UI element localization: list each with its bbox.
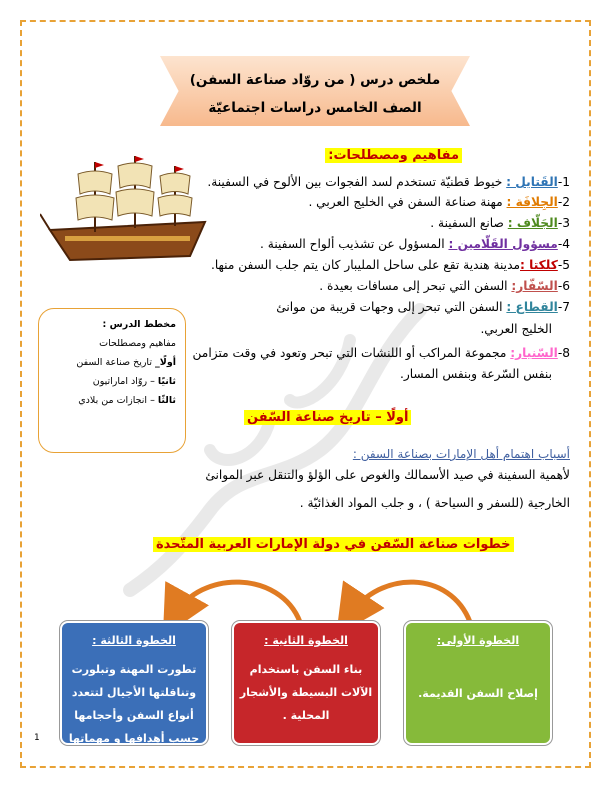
concept-item: 6-السّفّار: السفن التي تبحر إلى مسافات بعيدة .	[319, 279, 570, 293]
outline-title: مخطط الدرس :	[102, 319, 176, 330]
outline-line: أولًا_ تاريخ صناعة السفن	[76, 357, 176, 368]
concept-item: 5-كلكتا :مدينة هندية تقع على ساحل المليبار كان يتم جلب السفن منها.	[210, 258, 570, 272]
history-heading: أولًا – تاريخ صناعة السّفن	[244, 410, 411, 425]
step-arrows	[0, 560, 612, 630]
concept-item-continued: بنفس السّرعة وبنفس المسار.	[399, 367, 552, 381]
arrow-step2-to-step3	[175, 582, 300, 622]
reasons-paragraph-line: لأهمية السفينة في صيد الأسمالك والغوص على الؤلؤ والتنقل عبر الموانئ	[205, 468, 570, 482]
concept-item: 2-الجِلافَة : مهنة صناعة السفن في الخليج العربي .	[308, 195, 570, 209]
title-banner	[160, 44, 470, 136]
concept-item: 4-مسؤول القَلّامين : المسؤول عن تشذيب ألواح السفينة .	[260, 237, 570, 251]
lesson-title: ملخص درس ( من روّاد صناعة السفن)	[189, 72, 441, 88]
outline-line: ثانيًا – روّاد اماراتيون	[92, 376, 176, 387]
grade-subtitle: الصف الخامس دراسات اجتماعيّة	[208, 100, 422, 116]
lesson-outline-box	[38, 308, 186, 453]
concept-item-continued: الخليج العربي.	[480, 322, 552, 336]
reasons-subheading: أسباب اهتمام أهل الإمارات بصناعة السفن :	[352, 447, 570, 461]
step1-box: الخطوة الأولى: إصلاح السفن القديمة.	[404, 621, 552, 745]
concept-item: 8-السّنيار: مجموعة المراكب أو اللنشات التي تبحر وتعود في وقت متزامن	[192, 346, 570, 360]
concepts-heading: مفاهيم ومصطلحات:	[325, 148, 462, 163]
ship-illustration	[40, 152, 220, 272]
steps-heading: خطوات صناعة السّفن في دولة الإمارات العربية المتّحدة	[153, 537, 514, 552]
outline-line: مفاهيم ومصطلحات	[99, 338, 176, 349]
reasons-paragraph-line: الخارجية (للسفر و السياحة ) ، و جلب المواد الغذائيّة .	[299, 496, 570, 510]
concept-item: 3-الجَلّاف : صانع السفينة .	[430, 216, 570, 230]
outline-line: ثالثًا – انجازات من بلادي	[78, 395, 176, 406]
step3-box: الخطوة الثالثة : تطورت المهنة وتبلورت وتناقلتها الأجيال لتتعدد أنواع السفن وأحجامها حسب أهدافها و مهماتها	[60, 621, 208, 745]
step2-box: الخطوة الثانية : بناء السفن باستخدام الآلات البسيطة والأشجار المحلية .	[232, 621, 380, 745]
arrow-step1-to-step2	[350, 582, 470, 622]
page-number: 1	[34, 733, 40, 743]
concept-item: 7-القطاع : السفن التي تبحر إلى وجهات قريبة من موانئ	[276, 300, 570, 314]
concept-item: 1-القَتايل : خيوط قطنيّة تستخدم لسد الفجوات بين الألوح في السفينة.	[207, 175, 570, 189]
